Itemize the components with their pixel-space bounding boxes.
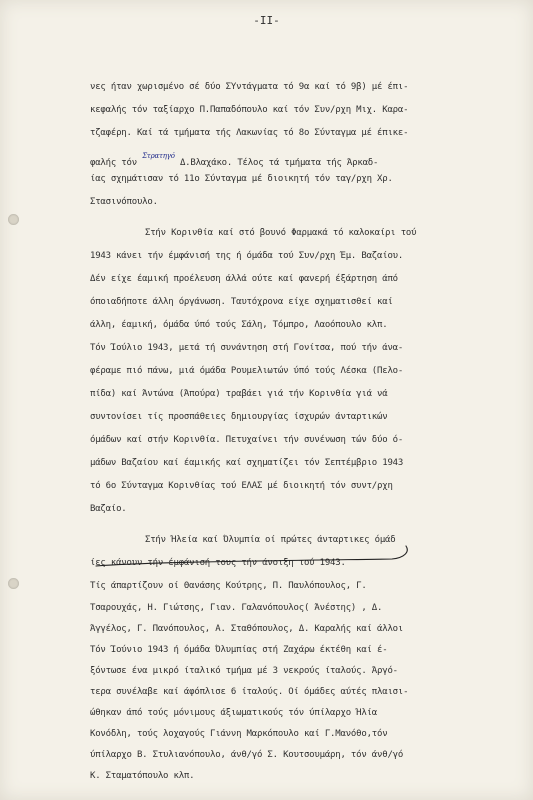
text-line: Κονόδλη, τούς λοχαγούς Γιάννη Μαρκόπουλο καί Γ.Μανόθο,τόν <box>90 729 388 739</box>
text-line: τό 6ο Σύνταγμα Κορινθίας τού ΕΛΑΣ μέ διοικητή τόν συντ/ρχη <box>90 481 393 491</box>
page-number: -II- <box>253 14 280 27</box>
text-line: Δέν είχε έαμική προέλευση άλλά ούτε καί φανερή έξάρτηση άπό <box>90 274 398 284</box>
text-line: Στήν Ήλεία καί Όλυμπία οί πρώτες άνταρτικες όμάδ <box>145 535 396 545</box>
text-line: ξόντωσε ένα μικρό ίταλικό τμήμα μέ 3 νεκρούς ίταλούς. Άργό- <box>90 666 398 676</box>
punch-hole <box>8 578 19 589</box>
text-line: άλλη, έαμική, όμάδα ύπό τούς Σάλη, Τόμπρο, Λαοόπουλο κλπ. <box>90 320 388 330</box>
document-body <box>90 76 530 787</box>
text-line: Στασινόπουλο. <box>90 197 158 207</box>
text-line: ίας σχημάτισαν τό 11ο Σύνταγμα μέ διοικητή τόν ταγ/ρχη Χρ. <box>90 174 393 184</box>
text-line: Τσαρουχάς, Η. Γιώτσης, Γιαν. Γαλανόπουλος( Άνέστης) , Δ. <box>90 603 383 613</box>
text-line: Βαζαίο. <box>90 504 127 514</box>
punch-hole <box>8 214 19 225</box>
text-line: Στήν Κορινθία καί στό βουνό Φαρμακά τό καλοκαίρι τού <box>145 228 417 238</box>
text-line: όποιαδήποτε άλλη όργάνωση. Ταυτόχρονα είχε σχηματισθεί καί <box>90 297 393 307</box>
text-line: τζαφέρη. Καί τά τμήματα τής Λακωνίας τό 8ο Σύνταγμα μέ έπικε- <box>90 128 409 138</box>
text-line: νες ήταν χωρισμένο σέ δύο ΣΥντάγματα τό 9α καί τό 9β) μέ έπι- <box>90 82 409 92</box>
text-line: συντονίσει τίς προσπάθειες δημιουργίας ίσχυρών άνταρτικών <box>90 412 388 422</box>
text-fragment: φαλής τόν <box>90 158 137 168</box>
handwritten-underline <box>92 542 412 572</box>
text-line: όμάδων καί στήν Κορινθία. Πετυχαίνει τήν συνένωση τών δύο ό- <box>90 435 404 445</box>
text-fragment: Δ.Βλαχάκο. Τέλος τά τμήματα τής Άρκαδ- <box>179 158 379 168</box>
text-line: τερα συνέλαβε καί άφόπλισε 6 ίταλούς. Οί όμάδες αύτές πλαισι- <box>90 687 409 697</box>
text-line <box>90 145 530 168</box>
handwritten-insert: Στρατηγό <box>142 152 175 160</box>
text-line: ύπίλαρχο Β. Στυλιανόπουλο, άνθ/γό Σ. Κουτσουμάρη, τόν άνθ/γό <box>90 750 404 760</box>
text-line: φέραμε πιό πάνω, μιά όμάδα Ρουμελιωτών ύπό τούς Λέσκα (Πελο- <box>90 366 404 376</box>
text-line: Τόν Ίούνιο 1943 ή όμάδα Όλυμπίας στή Ζαχάρω έκτέθη καί έ- <box>90 645 388 655</box>
text-line: 1943 κάνει τήν έμφάνισή της ή όμάδα τού Συν/ρχη Έμ. Βαζαίου. <box>90 251 404 261</box>
text-line: Τόν Ίούλιο 1943, μετά τή συνάντηση στή Γονίτσα, πού τήν άνα- <box>90 343 404 353</box>
text-line: Κ. Σταματόπουλο κλπ. <box>90 771 195 781</box>
text-line: ώθηκαν άπό τούς μόνιμους άξιωματικούς τόν ύπίλαρχο Ήλία <box>90 708 378 718</box>
text-line: πίδα) καί Άντώνα (Άπούρα) τραβάει γιά τήν Κορινθία γιά νά <box>90 389 388 399</box>
text-line: κεφαλής τόν ταξίαρχο Π.Παπαδόπουλο καί τόν Συν/ρχη Μιχ. Καρα- <box>90 105 409 115</box>
text-line: Τίς άπαρτίζουν οί Θανάσης Κούτρης, Π. Παυλόπουλος, Γ. <box>90 581 367 591</box>
text-line: ίες κάνουν τήν έμφάνισή τους τήν άνοιξη τού 1943. <box>90 558 346 568</box>
text-line: Άγγέλος, Γ. Πανόπουλος, Α. Σταθόπουλος, Δ. Καραλής καί άλλοι <box>90 624 404 634</box>
text-line: μάδων Βαζαίου καί έαμικής καί σχηματίζει τόν Σεπτέμβριο 1943 <box>90 458 404 468</box>
